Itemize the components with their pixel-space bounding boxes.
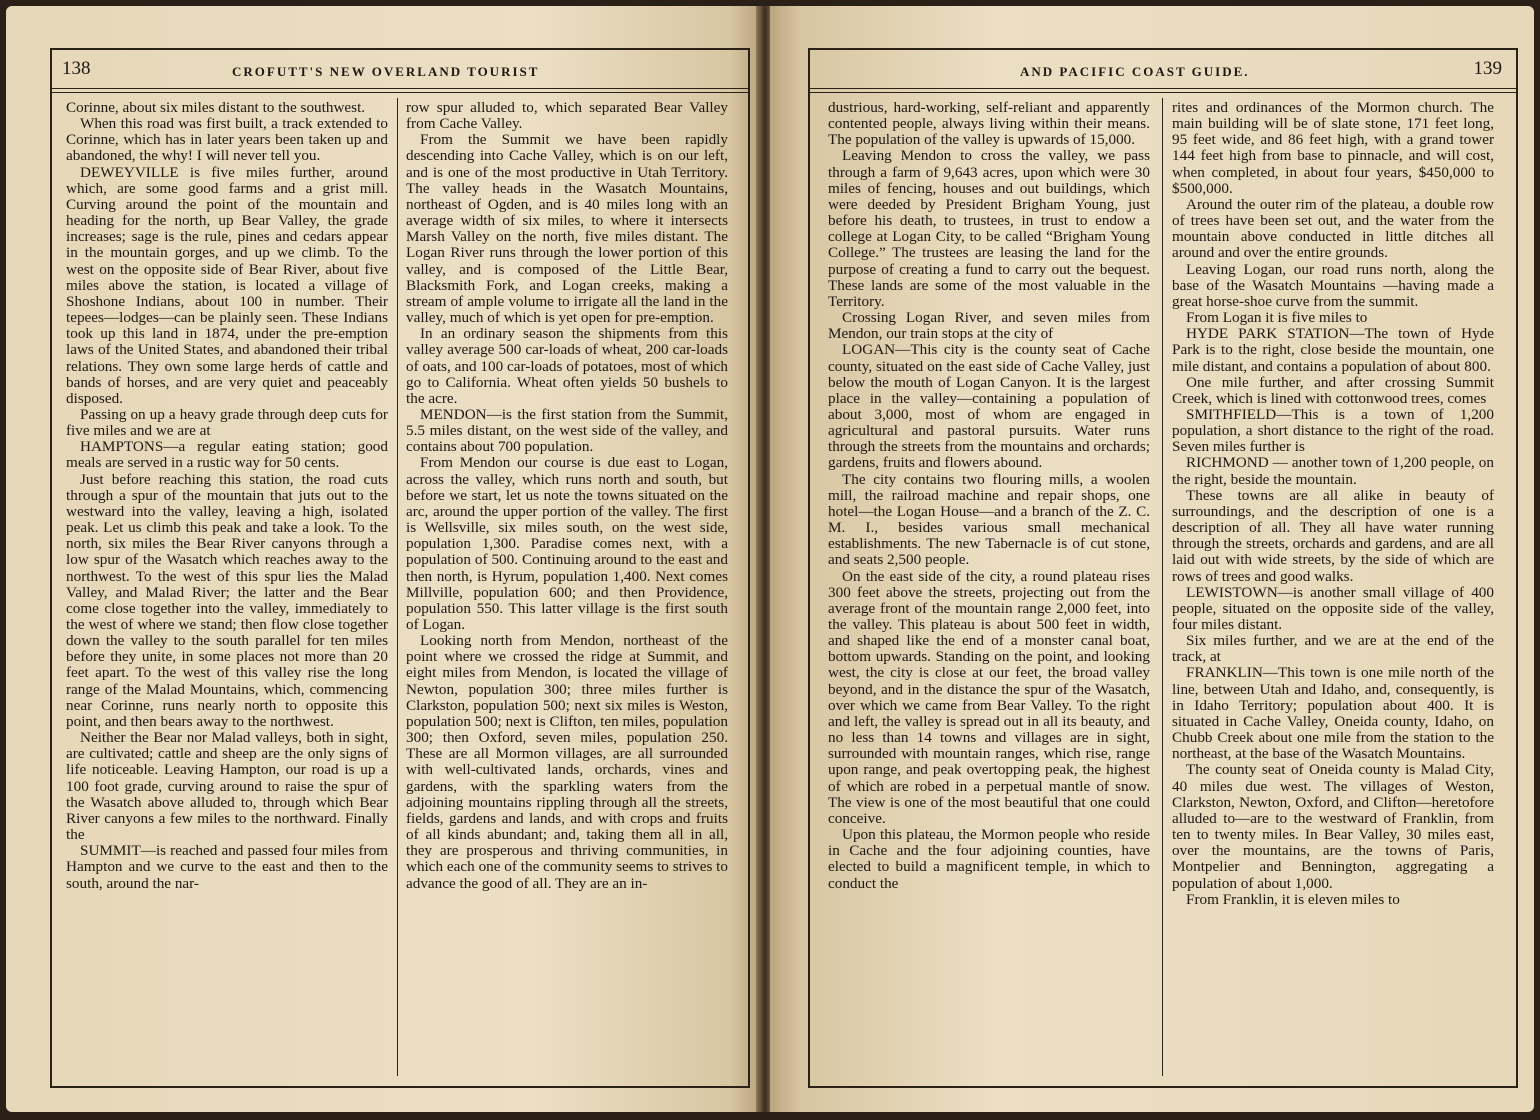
paragraph: Around the outer rim of the plateau, a double row of trees have been set out, and the water from the mountain above conducted in little ditches all around and over the entire grounds. <box>1172 195 1494 262</box>
paragraph: rites and ordinances of the Mormon church. The main building will be of slate stone, 171 feet long, 95 feet wide, and 86 feet high, with a grand tower 144 feet high from base to pinnacle, and will cost, when completed, in about four years, $450,000 to $500,000. <box>1172 99 1494 197</box>
column-divider <box>1162 98 1163 1076</box>
paragraph: Passing on up a heavy grade through deep cuts for five miles and we are at <box>66 405 388 440</box>
paragraph: RICHMOND — another town of 1,200 people, on the right, beside the mountain. <box>1172 454 1494 488</box>
paragraph: LEWISTOWN—is another small village of 400 people, situated on the opposite side of the valley, four miles distant. <box>1172 583 1494 633</box>
paragraph: Neither the Bear nor Malad valleys, both in sight, are cultivated; cattle and sheep are the only signs of life noticeable. Leaving Hampton, our road is up a 100 foot grade, curving around to raise the spur of the Wasatch above alluded to, through which Bear River canyons a few miles to the northward. Finally the <box>66 729 388 844</box>
paragraph: When this road was first built, a track extended to Corinne, which has in later years been taken up and abandoned, the why! I will never tell you. <box>66 115 388 165</box>
paragraph: On the east side of the city, a round plateau rises 300 feet above the streets, projecting out from the average front of the mountain range 2,000 feet, into the valley. This plateau is about 500 feet in width, and shaped like the end of a monster canal boat, bottom upwards. Standing on the point, and looking west, the city is close at our feet, the broad valley beyond, and in the distance the spur of the Wasatch, over which we came from Bear Valley. To the right and left, the valley is spread out in all its beauty, and no less than 14 towns and villages are in sight, surrounded with mountain ranges, which rise, range upon range, and peak overtopping peak, the highest of which are robed in a perpetual mantle of snow. The view is one of the most beautiful that one could conceive. <box>828 567 1150 827</box>
header-rule <box>810 88 1516 89</box>
header-rule <box>52 88 748 89</box>
paragraph: Corinne, about six miles distant to the southwest. <box>66 99 366 116</box>
paragraph: The county seat of Oneida county is Malad City, 40 miles due west. The villages of Weston, Clarkston, Newton, Oxford, and Clifton—heretofore alluded to—are to the westward of Franklin, from ten to twenty miles. In Bear Valley, 30 miles east, over the mountains, are the towns of Paris, Montpelier and Bennington, aggregating a population of about 1,000. <box>1172 761 1494 892</box>
paragraph: FRANKLIN—This town is one mile north of the line, between Utah and Idaho, and, consequently, is in Idaho Territory; population about 400. It is situated in Cache Valley, Oneida county, Idaho, on Chubb Creek about one mile from the station to the northeast, at the base of the Wasatch Mountains. <box>1172 664 1494 763</box>
paragraph: The city contains two flouring mills, a woolen mill, the railroad machine and repair shops, one hotel—the Logan House—and a branch of the Z. C. M. I., besides various small mechanical establishments. The new Tabernacle is of cut stone, and seats 2,500 people. <box>828 470 1150 569</box>
running-head: AND PACIFIC COAST GUIDE. <box>1020 64 1250 79</box>
right-page-header <box>810 56 1516 86</box>
header-rule-2 <box>810 92 1516 93</box>
paragraph: From Logan it is five miles to <box>1186 309 1368 327</box>
right-page-column-1 <box>828 100 1150 892</box>
header-rule-2 <box>52 92 748 93</box>
paragraph: SMITHFIELD—This is a town of 1,200 population, a short distance to the right of the road. Seven miles further is <box>1172 405 1494 456</box>
paragraph: Leaving Mendon to cross the valley, we pass through a farm of 9,643 acres, upon which were 30 miles of fencing, houses and out buildings, which were deeded by President Brigham Young, just before his death, to trustees, in trust to endow a college at Logan City, to be called “Brigham Young College.” The trustees are leasing the land for the purpose of creating a fund to carry out the bequest. These lands are some of the most valuable in the Territory. <box>828 147 1150 310</box>
paragraph: HYDE PARK STATION—The town of Hyde Park is to the right, close beside the mountain, one mile distant, and contains a population of about 800. <box>1172 325 1494 375</box>
paragraph: From Franklin, it is eleven miles to <box>1186 890 1400 908</box>
paragraph: Crossing Logan River, and seven miles from Mendon, our train stops at the city of <box>828 309 1150 343</box>
left-page-header <box>52 56 748 86</box>
column-divider <box>397 98 398 1076</box>
paragraph: LOGAN—This city is the county seat of Cache county, situated on the east side of Cache Valley, just below the mouth of Logan Canyon. It is the largest place in the valley—containing a population of about 3,000, most of whom are engaged in agricultural and pastoral pursuits. Water runs through the streets from the mountains and orchards; gardens, fruits and flowers abound. <box>828 341 1150 472</box>
page-number: 138 <box>62 58 91 79</box>
left-page-column-2 <box>406 100 728 892</box>
paragraph: Just before reaching this station, the road cuts through a spur of the mountain that juts out to the westward into the valley, leaving a high, isolated peak. Let us climb this peak and take a look. To the north, six miles the Bear River canyons through a low spur of the Wasatch which reaches away to the northwest. To the west of this spur lies the Malad Valley, and Malad River; the latter and the Bear come close together into the valley, immediately to the west of where we stand; then flow close together down the valley to the south parallel for ten miles before they unite, in some places not more than 20 feet apart. To the west of this valley rise the long range of the Malad Mountains, which, commencing near Corinne, runs nearly north to opposite this point, and then bears away to the northwest. <box>66 470 388 730</box>
paragraph: Looking north from Mendon, northeast of the point where we crossed the ridge at Summit, and eight miles from Mendon, is located the village of Newton, population 300; three miles further is Clarkston, population 500; next six miles is Weston, population 500; next is Clifton, ten miles, population 300; then Oxford, seven miles, population 250. These are all Mormon villages, are all surrounded with well-cultivated lands, orchards, vines and gardens, with the sparkling waters from the adjoining mountains rippling through all the streets, fields, gardens and lands, and with crops and fruits of all kinds abundant; and, taking them all in all, they are prosperous and thriving communities, in which each one of the community seems to strives to advance the good of all. They are an in- <box>406 632 728 892</box>
paragraph: Leaving Logan, our road runs north, along the base of the Wasatch Mountains —having made a great horse-shoe curve from the summit. <box>1172 260 1494 310</box>
paragraph: One mile further, and after crossing Summit Creek, which is lined with cottonwood trees, comes <box>1172 373 1494 407</box>
paragraph: dustrious, hard-working, self-reliant and apparently contented people, always living within their means. The population of the valley is upwards of 15,000. <box>828 99 1150 149</box>
paragraph: row spur alluded to, which separated Bear Valley from Cache Valley. <box>406 99 728 133</box>
left-page <box>6 6 760 1112</box>
paragraph: MENDON—is the first station from the Summit, 5.5 miles distant, on the west side of the valley, and contains about 700 population. <box>406 405 728 456</box>
paragraph: In an ordinary season the shipments from this valley average 500 car-loads of wheat, 200 car-loads of oats, and 100 car-loads of potatoes, most of which go to California. Wheat often yields 50 bushels to the acre. <box>406 325 728 407</box>
right-page <box>770 6 1534 1112</box>
right-page-frame <box>808 48 1518 1088</box>
paragraph: From Mendon our course is due east to Logan, across the valley, which runs north and south, but before we start, let us note the towns situated on the arc, around the upper portion of the valley. The first is Wellsville, six miles south, on the west side, population 1,300. Paradise comes next, with a population of 500. Continuing around to the east and then north, is Hyrum, population 1,400. Next comes Millville, population 600; and then Providence, population 550. This latter village is the first south of Logan. <box>406 454 728 633</box>
paragraph: From the Summit we have been rapidly descending into Cache Valley, which is on our left, and is one of the most productive in Utah Territory. The valley heads in the Wasatch Mountains, northeast of Ogden, and is 40 miles long with an average width of six miles, to where it intersects Marsh Valley on the north, five miles distant. The Logan River runs through the lower portion of this valley, and is composed of the Little Bear, Blacksmith Fork, and Logan creeks, making a stream of ample volume to irrigate all the land in the valley, much of which is yet open for pre-emption. <box>406 131 728 327</box>
paragraph: DEWEYVILLE is five miles further, around which, are some good farms and a grist mill. Curving around the point of the mountain and heading for the north, up Bear Valley, the grade increases; sage is the rule, pines and cedars appear in the mountain gorges, and up we climb. To the west on the opposite side of Bear River, about five miles above the station, is located a village of Shoshone Indians, about 100 in number. Their tepees—lodges—can be plainly seen. These Indians took up this land in 1874, under the pre-emption laws of the United States, and abandoned their tribal relations. They own some large herds of cattle and bands of horses, and are very quiet and peaceably disposed. <box>66 163 388 407</box>
paragraph: Upon this plateau, the Mormon people who reside in Cache and the four adjoining counties, have elected to build a magnificent temple, in which to conduct the <box>828 826 1150 892</box>
paragraph: SUMMIT—is reached and passed four miles from Hampton and we curve to the east and then to the south, around the nar- <box>66 842 388 892</box>
page-number: 139 <box>1473 58 1502 79</box>
paragraph: HAMPTONS—a regular eating station; good meals are served in a rustic way for 50 cents. <box>66 438 388 472</box>
paragraph: Six miles further, and we are at the end of the track, at <box>1172 632 1494 666</box>
running-head: CROFUTT'S NEW OVERLAND TOURIST <box>232 64 540 79</box>
paragraph: These towns are all alike in beauty of surroundings, and the description of one is a description of all. They all have water running through the streets, orchards and gardens, and are all laid out with wide streets, by the side of which are rows of trees and good walks. <box>1172 486 1494 585</box>
left-page-column-1 <box>66 100 388 892</box>
left-page-frame <box>50 48 750 1088</box>
right-page-column-2 <box>1172 100 1494 908</box>
